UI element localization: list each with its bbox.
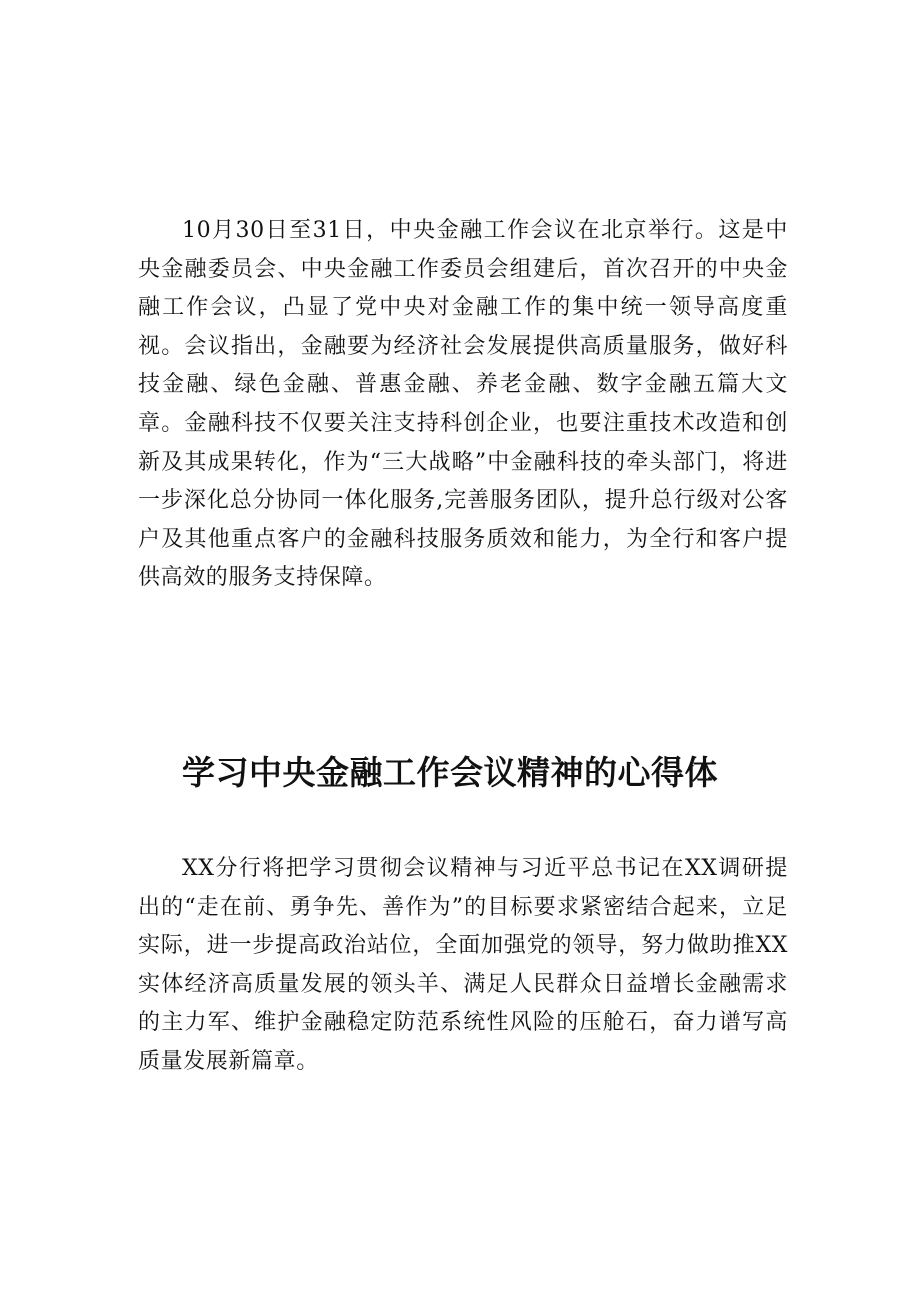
body-paragraph-1: 10月30日至31日，中央金融工作会议在北京举行。这是中央金融委员会、中央金融工作委员会组建后，首次召开的中央金融工作会议，凸显了党中央对金融工作的集中统一领导高度重视。会议指出，金融要为经济社会发展提供高质量服务，做好科技金融、绿色金融、普惠金融、养老金融、数字金融五篇大文章。金融科技不仅要关注支持科创企业，也要注重技术改造和创新及其成果转化，作为“三大战略”中金融科技的牵头部门，将进一步深化总分协同一体化服务,完善服务团队，提升总行级对公客户及其他重点客户的金融科技服务质效和能力，为全行和客户提供高效的服务支持保障。 <box>138 218 788 591</box>
section-title: 学习中央金融工作会议精神的心得体 <box>182 753 718 792</box>
body-paragraph-2: XX分行将把学习贯彻会议精神与习近平总书记在XX调研提出的“走在前、勇争先、善作为”的目标要求紧密结合起来，立足实际，进一步提高政治站位，全面加强党的领导，努力做助推XX实体经济高质量发展的领头羊、满足人民群众日益增长金融需求的主力军、维护金融稳定防范系统性风险的压舱石，奋力谱写高质量发展新篇章。 <box>138 856 788 1074</box>
